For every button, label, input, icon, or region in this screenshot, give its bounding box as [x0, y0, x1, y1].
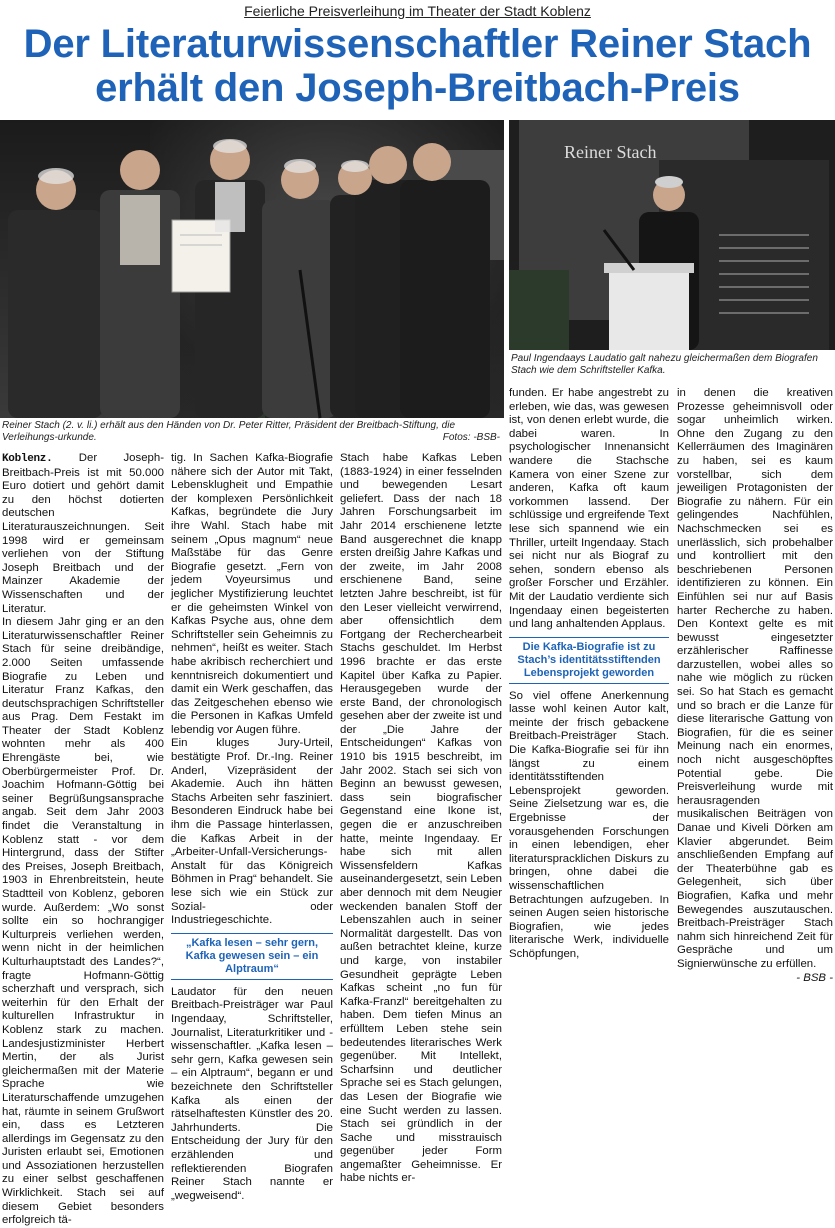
paragraph: Stach habe Kafkas Leben (1883-1924) in einer fesselnden und bewegenden Lesart geliefert. Dass der nach 18 Jahren Forschungsarbeit im Jahr 2014 erschienene letzte Band ausgerechnet die knapp ersten dreißig Jahre Kafkas und der zweite, im Jahr 2008 erschienene Band, seine letzten Jahre beschreibt, ist für den Leser vielleicht verwirrend, aber offensichtlich dem Fortgang der Recherchearbeit Stachs geschuldet. Im Herbst 1996 brachte er das erste Kapitel über Kafka zu Papier. Herausgegeben wurde der erste Band, der chronologisch gesehen aber der zweite ist und der „Die Jahre der Entscheidungen“ Kafkas von 1910 bis 1915 beschreibt, im Jahr 2002. Stach sei sich von Beginn an bewusst gewesen, dass sein biografischer Gegenstand eine Ikone ist, gegen die er anzuschreiben hatte, meinte Ingendaay. Er habe sich mit allen Wissensfeldern Kafkas auseinandergesetzt, sein Leben aber dennoch mit dem Neugier weckenden banalen Stoff der Lebenszahlen auch in seiner Normalität dargestellt. Das von außen betrachtet kleine, kurze und karge, von instabiler Gesundheit geprägte Leben Kafkas scheint „no fun für Kafka-Franzl“ bereitgehalten zu haben. Dem tiefen Minus an erfülltem Leben stehe sein bedeutendes literarisches Werk gegenüber. Mit Intellekt, Scharfsinn und deutlicher Sprache sei es Stach gelungen, das Lesen der Biografie wie eine Sucht werden zu lassen. Stach sei gründlich in der Sache und misstrauisch gegenüber jeder Form angemaßter Geheimnisse. Er habe nichts er- — [340, 452, 502, 1185]
stage-title-text: Reiner Stach — [564, 142, 657, 162]
article-column-1 — [2, 452, 165, 1227]
photo-credit: Fotos: -BSB- — [442, 432, 500, 443]
paragraph: Der Joseph-Breitbach-Preis ist mit 50.000 Euro dotiert und gehört damit zu den höchst dotierten deutschen Literaturauszeichnungen. Seit 1998 wird er gemeinsam verliehen von der Stiftung Joseph Breitbach und der Mainzer Akademie der Wissenschaften und der Literatur. — [2, 452, 165, 615]
photo-award-ceremony — [0, 120, 504, 418]
headline — [10, 22, 825, 110]
paragraph: In diesem Jahr ging er an den Literaturwissenschaftler Reiner Stach für seine dreibändige, 2.000 Seiten umfassende Biografie zu Leben und Literatur Franz Kafkas, den deutschsprachigen Schriftsteller aus Prag. Dem Festakt im Theater der Stadt Koblenz wohnten mehr als 400 Ehrengäste bei, wie Oberbürgermeister Prof. Dr. Joachim Hofmann-Göttig bei seiner Begrüßungsansprache angab. Seit dem Jahr 2003 findet die Veranstaltung in Koblenz statt - vor dem Hintergrund, dass der Stifter des Preises, Joseph Breitbach, 1903 in Ehrenbreitstein, heute Stadtteil von Koblenz, geboren wurde. Außerdem: „Wo sonst sollte ein so hochrangiger Kulturpreis verliehen werden, wenn nicht in der heimlichen Kulturhauptstadt des Landes?“, fragte Hofmann-Göttig scherzhaft und versprach, sich weiterhin für den Erhalt der kulturellen Infrastruktur in Koblenz stark zu machen. Landesjustizminister Herbert Mertin, der als Jurist gleichermaßen mit der Materie Sprache wie Literaturschaffende umzugehen hat, räumte in seinem Grußwort ein, dass es Letzteren allerdings im Gegensatz zu den Juristen erlaubt sei, Emotionen und Assoziationen herzustellen zu einer selbst geschaffenen Wirklichkeit. Stach sei auf diesem Gebiet besonders erfolgreich tä- — [2, 616, 164, 1227]
author-signature: - BSB - — [796, 971, 833, 984]
photo-laudatio-image — [509, 120, 835, 350]
article-column-2 — [171, 452, 333, 1202]
caption-award-ceremony-text: Reiner Stach (2. v. li.) erhält aus den Händen von Dr. Peter Ritter, Präsident der Breitbach-Stiftung, die Verleihungs-urkunde. — [2, 420, 456, 443]
paragraph: funden. Er habe angestrebt zu erleben, wie das, was gewesen ist, von denen erlebt wurde, die dabei waren. In psychologischer Innenansicht wandere die Stachsche Kamera von einer Szene zur anderen, Kafka oft kaum vorkommen lassend. Der schlüssige und ergreifende Text lese sich spannend wie ein Thriller, urteilt Ingendaay. Stach sei nicht nur als Biograf zu sehen, sondern ebenso als großer Forscher und Erzähler. Mit der Laudatio verdiente sich Ingendaay einen begeisterten und lang anhaltenden Applaus. — [509, 387, 669, 631]
dateline: Koblenz. — [2, 453, 53, 465]
photo-award-ceremony-image — [0, 120, 504, 418]
paragraph: So viel offene Anerkennung lasse wohl keinen Autor kalt, meinte der frisch gebackene Breitbach-Preisträger Stach. Die Kafka-Biografie sei für ihn längst zu einem identitätsstiftenden Lebensprojekt geworden. Seine Zielsetzung war es, die Ergebnisse der vorausgehenden Forschungen in einen lebendigen, eher literaturspracklichen Diskurs zu bringen, ohne dabei die wissenschaftlichen Betrachtungen aufzugeben. In seinen Augen seien historische Biografien, wie jedes literarische Werk, individuelle Schöpfungen, — [509, 689, 669, 960]
photo-laudatio — [509, 120, 835, 350]
article-column-5 — [677, 387, 833, 1092]
paragraph: Ein kluges Jury-Urteil, bestätigte Prof. Dr.-Ing. Reiner Anderl, Vizepräsident der Akademie. Auch ihn hätten Stachs Arbeiten sehr fasziniert. Besonderen Eindruck habe bei ihm die Passage hinterlassen, die Kafkas Arbeit in der „Arbeiter-Unfall-Versicherungs-Anstalt für das Königreich Böhmen in Prag“ behandelt. Sie lese sich wie ein Stück zur Sozial- oder Industriegeschichte. — [171, 737, 333, 927]
headline-line-1: Der Literaturwissenschaftler Reiner Stach — [23, 22, 812, 66]
caption-laudatio: Paul Ingendaays Laudatio galt nahezu gleichermaßen dem Biografen Stach wie dem Schriftsteller Kafka. — [511, 353, 818, 376]
paragraph: in denen die kreativen Prozesse geheimnisvoll oder sogar unheimlich wirken. Ohne den Zugang zu den Kellerräumen des Imaginären zu haben, sei es kaum vorstellbar, sich dem jeweiligen Protagonisten der Biografie zu nähern. Für ein gelingendes Nachfühlen, Nachschmecken sei es unerlässlich, sich probehalber und kontrolliert mit den beschriebenen Personen identifizieren zu können. Ein Einfühlen sei nur auf Basis harter Recherche zu haben. Den Kontext gelte es mit bewusst eingesetzter erzählerischer Raffinesse darzustellen, wobei alles so nahe wie möglich zu rücken sei. So hat Stach es gemacht und so brach er die Lanze für diese literarische Gattung von Biografien, für die es seiner Meinung nach ein enormes, noch nicht ausgeschöpftes Potential gebe. Die Preisverleihung wurde mit herausragenden musikalischen Beiträgen von Danae und Kiveli Dörken am Klavier abgerundet. Beim anschließenden Empfang auf der Theaterbühne gab es Gelegenheit, sich über Biografien, Kafka und mehr Bewegendes auszutauschen. Breitbach-Preisträger Stach nahm sich hinreichend Zeit für Gespräche und um Signierwünsche zu erfüllen. — [677, 387, 833, 970]
caption-award-ceremony — [2, 420, 500, 444]
subheading-lebensprojekt: Die Kafka-Biografie ist zu Stach’s identitätsstiftenden Lebensprojekt geworden — [509, 637, 669, 684]
kicker-line: Feierliche Preisverleihung im Theater der Stadt Koblenz — [244, 3, 591, 19]
paragraph: Laudator für den neuen Breitbach-Preisträger war Paul Ingendaay, Schriftsteller, Journalist, Literaturkritiker und -wissenschaftler. „Kafka lesen – sehr gern, Kafka gewesen sein – ein Alptraum“, begann er und bezeichnete den Schriftsteller Kafka als einen der rätselhaftesten Künstler des 20. Jahrhunderts. Die Entscheidung der Jury für den erzählenden und reflektierenden Biografen Reiner Stach nannte er „wegweisend“. — [171, 985, 333, 1202]
article-column-4 — [509, 387, 669, 1092]
paragraph: tig. In Sachen Kafka-Biografie nähere sich der Autor mit Takt, Lebensklugheit und Empathie der komplexen Persönlichkeit Kafkas, begründete die Jury ihre Wahl. Stach habe mit seinem „Opus magnum“ neue Maßstäbe für das Genre Biografie gesetzt. „Fern von jedem Voyeursimus und jeglicher Mystifizierung leuchtet er die geheimsten Winkel von Kafkas Psyche aus, ohne dem Schriftsteller sein Geheimnis zu nehmen“, heißt es weiter. Stach habe akribisch recherchiert und kenntnisreich dokumentiert und damit ein Werk geschaffen, das das Zeitgeschehen ebenso wie die Personen in Kafkas Umfeld lebendig vor Augen führe. — [171, 452, 333, 736]
headline-line-2: erhält den Joseph-Breitbach-Preis — [95, 66, 740, 110]
subheading-kafka-lesen: „Kafka lesen – sehr gern, Kafka gewesen sein – ein Alptraum“ — [171, 933, 333, 980]
article-column-3 — [340, 452, 502, 1185]
